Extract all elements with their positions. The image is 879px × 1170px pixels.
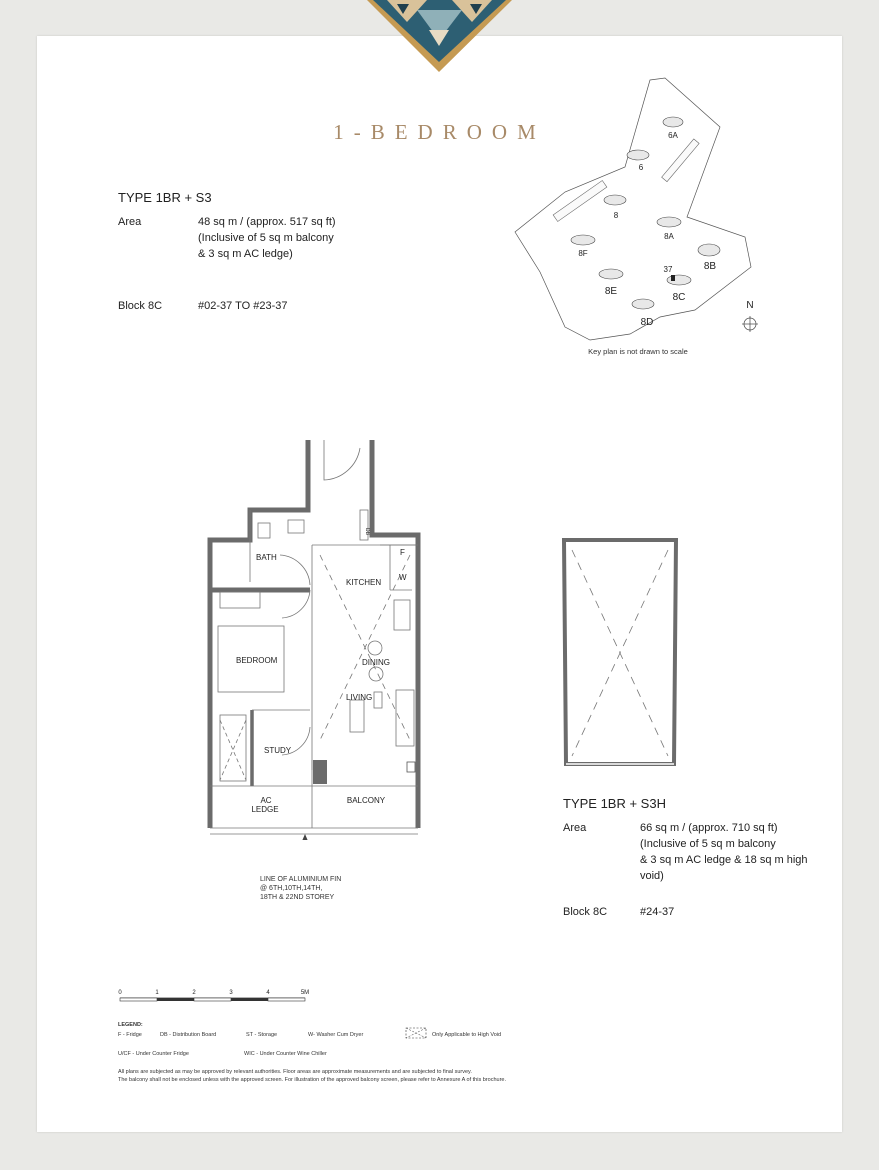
legend-wic: WIC - Under Counter Wine Chiller	[244, 1051, 327, 1057]
keyplan-block-8f: 8F	[578, 249, 588, 258]
keyplan-block-8: 8	[613, 211, 619, 220]
unit2-block-value: #24-37	[640, 906, 675, 918]
unit2-area-line1: 66 sq m / (approx. 710 sq ft)	[640, 822, 778, 834]
legend-title: LEGEND:	[118, 1022, 143, 1028]
unit2-area-line4: void)	[640, 870, 664, 882]
decorative-ornament	[367, 0, 512, 72]
room-ac-ledge-ledge: LEDGE	[251, 805, 279, 814]
unit2-block-label: Block 8C	[563, 906, 608, 918]
room-bedroom: BEDROOM	[236, 656, 278, 665]
unit1-area-label: Area	[118, 216, 142, 228]
legend-washer: W- Washer Cum Dryer	[308, 1032, 364, 1038]
fixture-fridge: F	[400, 548, 405, 557]
legend-ucf: U/CF - Under Counter Fridge	[118, 1051, 189, 1057]
room-dining: DINING	[362, 658, 390, 667]
unit1-block-label: Block 8C	[118, 300, 163, 312]
room-balcony: BALCONY	[346, 796, 386, 805]
scale-tick-3: 3	[229, 990, 233, 996]
key-plan	[505, 72, 775, 362]
unit1-type: TYPE 1BR + S3	[118, 190, 212, 205]
fixture-db: DB	[364, 528, 370, 535]
scale-tick-4: 4	[266, 990, 270, 996]
floor-plan-1br-s3h	[558, 534, 682, 770]
unit2-type: TYPE 1BR + S3H	[563, 796, 666, 811]
void-symbol-icon	[405, 1027, 427, 1039]
fin-note-line3: 18TH & 22ND STOREY	[260, 894, 335, 901]
keyplan-block-6a: 6A	[668, 131, 678, 140]
unit2-area-label: Area	[563, 822, 587, 834]
keyplan-block-8e: 8E	[604, 286, 618, 297]
room-living: LIVING	[346, 693, 373, 702]
unit2-area-line3: & 3 sq m AC ledge & 18 sq m high	[640, 854, 808, 866]
scale-tick-0: 0	[118, 990, 122, 996]
keyplan-block-8b: 8B	[703, 261, 717, 272]
page-title: 1-BEDROOM	[333, 120, 546, 144]
floor-plan-1br-s3	[200, 430, 440, 840]
north-label: N	[746, 300, 754, 311]
disclaimer-line2: The balcony shall not be enclosed unless with the approved screen. For illustration of the approved balcony screen, please refer to Annexure A of this brochure.	[118, 1077, 506, 1083]
fin-note-line2: @ 6TH,10TH,14TH,	[260, 885, 323, 892]
fixture-washer: W	[399, 573, 407, 582]
unit1-area-line2: (Inclusive of 5 sq m balcony	[198, 232, 334, 244]
legend-fridge: F - Fridge	[118, 1032, 142, 1038]
keyplan-block-6: 6	[638, 163, 644, 172]
scale-bar	[112, 985, 327, 1015]
room-kitchen: KITCHEN	[346, 578, 382, 587]
room-ac-ledge-ac: AC	[260, 796, 272, 805]
room-study: STUDY	[264, 746, 292, 755]
north-arrow-icon	[742, 316, 758, 332]
scale-tick-2: 2	[192, 990, 196, 996]
keyplan-block-8c: 8C	[672, 292, 686, 303]
scale-tick-5: 5M	[300, 990, 310, 996]
unit1-block-value: #02-37 TO #23-37	[198, 300, 288, 312]
keyplan-unit-marker: 37	[663, 265, 673, 274]
room-bath: BATH	[256, 553, 277, 562]
unit1-area-line1: 48 sq m / (approx. 517 sq ft)	[198, 216, 336, 228]
legend-storage: ST - Storage	[246, 1032, 278, 1038]
keyplan-block-8d: 8D	[640, 317, 654, 328]
keyplan-unit-highlight	[671, 275, 675, 281]
legend-db: DB - Distribution Board	[160, 1032, 217, 1038]
legend-void: Only Applicable to High Void	[432, 1032, 502, 1038]
disclaimer-line1: All plans are subjected as may be approved by relevant authorities. Floor areas are approximate measurements and are subjected to final survey.	[118, 1069, 472, 1075]
unit2-area-line2: (Inclusive of 5 sq m balcony	[640, 838, 776, 850]
keyplan-block-8a: 8A	[664, 232, 674, 241]
unit1-area-line3: & 3 sq m AC ledge)	[198, 248, 293, 260]
scale-tick-1: 1	[155, 990, 159, 996]
keyplan-note: Key plan is not drawn to scale	[588, 347, 688, 356]
fin-note-line1: LINE OF ALUMINIUM FIN	[260, 876, 342, 883]
